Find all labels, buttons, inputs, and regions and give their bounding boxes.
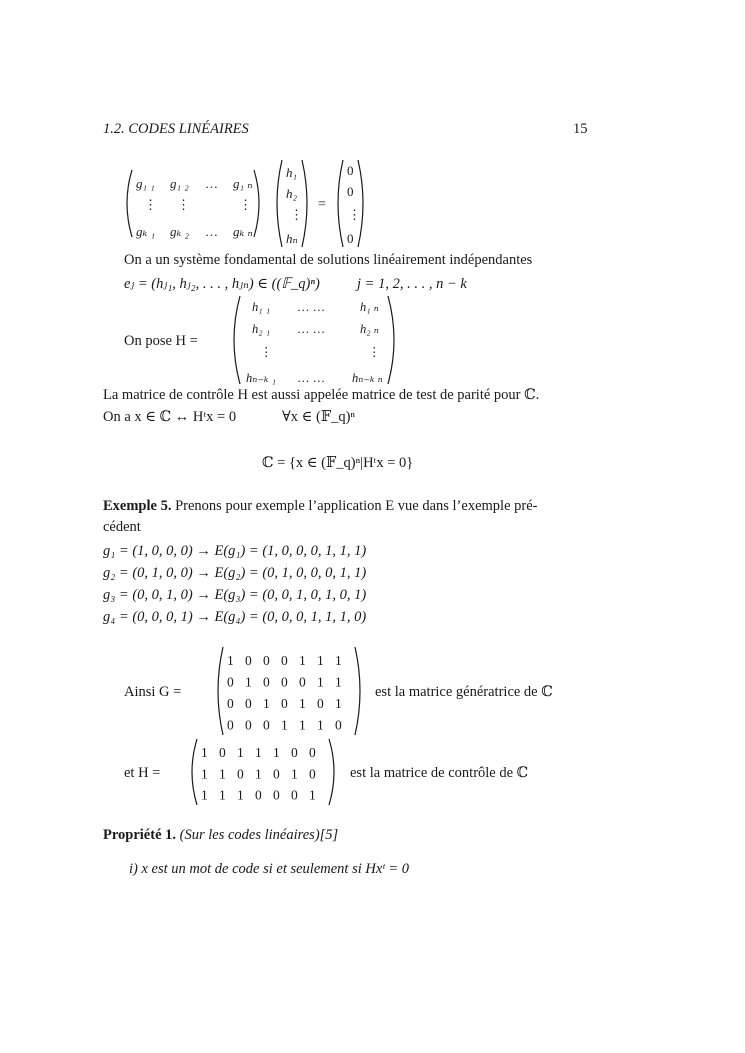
h-matrix-entry: h₁ ₁ — [252, 300, 271, 314]
matrix-entry: 0 — [273, 766, 280, 782]
h-block-prefix: et H = — [124, 765, 161, 781]
g-entry: … — [205, 176, 218, 191]
on-pose-label: On pose H = — [124, 333, 198, 349]
h-matrix-entry: h₁ ₙ — [360, 300, 379, 314]
matrix-entry: 0 — [227, 717, 234, 733]
control-matrix — [187, 737, 339, 807]
mapping-line: g₁ = (1, 0, 0, 0) → E(g₁) = (1, 0, 0, 0, 1, 1, 1) — [103, 543, 367, 559]
g-block-prefix: Ainsi G = — [124, 684, 182, 700]
g-entry: gₖ ₂ — [170, 224, 190, 239]
matrix-entry: 1 — [201, 787, 208, 803]
g-entry: ⋮ — [239, 197, 252, 212]
g-entry: g₁ ₂ — [170, 176, 189, 191]
zero-entry: 0 — [347, 231, 354, 246]
g-block-suffix: est la matrice génératrice de ℂ — [375, 684, 553, 700]
zero-entry: 0 — [347, 163, 354, 178]
matrix-entry: 1 — [335, 653, 342, 669]
generator-matrix — [213, 645, 365, 737]
matrix-entry: 0 — [263, 674, 270, 690]
matrix-entry: 1 — [299, 696, 306, 712]
matrix-entry: 1 — [335, 674, 342, 690]
zero-entry: 0 — [347, 184, 354, 199]
matrix-entry: 1 — [245, 674, 252, 690]
property-item: i) x est un mot de code si et seulement si Hxᵗ = 0 — [129, 861, 409, 877]
h-matrix-entry: ⋮ — [368, 345, 381, 359]
matrix-entry: 0 — [281, 653, 288, 669]
h-entry: hₙ — [286, 231, 298, 246]
matrix-entry: 1 — [281, 717, 288, 733]
h-matrix-entry: h₂ ₙ — [360, 322, 379, 336]
matrix-entry: 1 — [299, 653, 306, 669]
matrix-entry: 0 — [245, 696, 252, 712]
mapping-line: g₂ = (0, 1, 0, 0) → E(g₂) = (0, 1, 0, 0, 0, 1, 1) — [103, 565, 367, 581]
matrix-entry: 0 — [309, 766, 316, 782]
matrix-entry: 0 — [281, 696, 288, 712]
matrix-entry: 1 — [237, 745, 244, 760]
example-line-1 — [103, 498, 537, 515]
matrix-equation — [120, 157, 380, 250]
h-matrix-entry: … … — [297, 300, 326, 314]
g-entry: gₖ ₙ — [233, 224, 253, 239]
matrix-entry: 0 — [263, 653, 270, 669]
ej-formula: eⱼ = (hⱼ₁, hⱼ₂, . . . , hⱼₙ) ∈ ((𝔽_q)ⁿ) — [124, 276, 320, 292]
matrix-entry: 0 — [255, 787, 262, 803]
matrix-entry: 1 — [317, 717, 324, 733]
matrix-entry: 0 — [299, 674, 306, 690]
matrix-entry: 0 — [245, 717, 252, 733]
matrix-entry: 1 — [263, 696, 270, 712]
matrix-entry: 0 — [227, 674, 234, 690]
h-entry: h₂ — [286, 186, 298, 201]
page-number: 15 — [573, 121, 588, 137]
h-matrix-entry: hₙ₋ₖ ₁ — [246, 371, 276, 385]
matrix-entry: 1 — [219, 787, 226, 803]
property-title: (Sur les codes linéaires)[5] — [179, 827, 339, 843]
running-header: 1.2. CODES LINÉAIRES — [103, 121, 249, 137]
left-paren — [192, 739, 197, 805]
equals-sign: = — [318, 197, 326, 212]
matrix-entry: 1 — [317, 674, 324, 690]
h-matrix-entry: … … — [297, 371, 326, 385]
control-matrix-text: La matrice de contrôle H est aussi appelée matrice de test de parité pour ℂ. — [103, 387, 540, 403]
matrix-entry: 0 — [237, 766, 244, 782]
matrix-entry: 0 — [335, 717, 342, 733]
matrix-entry: 1 — [255, 766, 262, 782]
matrix-entry: 0 — [245, 653, 252, 669]
right-paren — [355, 647, 360, 735]
matrix-entry: 1 — [335, 696, 342, 712]
matrix-entry: 1 — [309, 787, 316, 803]
h-entry: h₁ — [286, 165, 298, 180]
matrix-entry: 1 — [291, 766, 298, 782]
left-paren — [218, 647, 223, 735]
example-intro: Prenons pour exemple l’application E vue dans l’exemple pré- — [175, 498, 538, 514]
g-entry: ⋮ — [144, 197, 157, 212]
ej-range: j = 1, 2, . . . , n − k — [357, 276, 467, 292]
g-entry: g₁ ₁ — [136, 176, 155, 191]
property-label: Propriété 1. — [103, 827, 177, 843]
g-entry: g₁ ₙ — [233, 176, 253, 191]
zero-entry: ⋮ — [348, 207, 361, 222]
matrix-entry: 0 — [309, 745, 316, 760]
matrix-entry: 1 — [201, 745, 208, 760]
g-entry: … — [205, 224, 218, 239]
membership-condition: On a x ∈ ℂ ↔ Hᵗx = 0 — [103, 409, 237, 425]
g-entry: gₖ ₁ — [136, 224, 156, 239]
matrix-entry: 0 — [263, 717, 270, 733]
h-matrix-entry: hₙ₋ₖ ₙ — [352, 371, 383, 385]
g-entry: ⋮ — [177, 197, 190, 212]
forall-condition: ∀x ∈ (𝔽_q)ⁿ — [282, 409, 356, 425]
h-matrix-entry: ⋮ — [260, 345, 273, 359]
matrix-entry: 0 — [219, 745, 226, 760]
matrix-entry: 0 — [291, 787, 298, 803]
matrix-entry: 0 — [273, 787, 280, 803]
h-matrix-entry: h₂ ₁ — [252, 322, 271, 336]
matrix-entry: 1 — [273, 745, 280, 760]
h-entry: ⋮ — [290, 207, 303, 222]
matrix-entry: 1 — [299, 717, 306, 733]
matrix-entry: 0 — [227, 696, 234, 712]
code-definition: ℂ = {x ∈ (𝔽_q)ⁿ|Hᵗx = 0} — [262, 455, 414, 471]
right-paren — [329, 739, 334, 805]
mapping-line: g₄ = (0, 0, 0, 1) → E(g₄) = (0, 0, 0, 1, 1, 1, 0) — [103, 609, 367, 625]
h-block-suffix: est la matrice de contrôle de ℂ — [350, 765, 529, 781]
h-matrix — [228, 294, 403, 386]
matrix-entry: 0 — [291, 745, 298, 760]
matrix-entry: 1 — [255, 745, 262, 760]
matrix-entry: 0 — [317, 696, 324, 712]
h-matrix-entry: … … — [297, 322, 326, 336]
matrix-entry: 0 — [281, 674, 288, 690]
example-label: Exemple 5. — [103, 498, 172, 514]
matrix-entry: 1 — [317, 653, 324, 669]
matrix-entry: 1 — [227, 653, 234, 669]
mapping-line: g₃ = (0, 0, 1, 0) → E(g₃) = (0, 0, 1, 0, 1, 0, 1) — [103, 587, 367, 603]
matrix-entry: 1 — [219, 766, 226, 782]
example-line-2: cédent — [103, 519, 141, 535]
matrix-entry: 1 — [237, 787, 244, 803]
matrix-entry: 1 — [201, 766, 208, 782]
fundamental-system-text: On a un système fondamental de solutions linéairement indépendantes — [124, 252, 533, 268]
property-line — [103, 827, 338, 844]
